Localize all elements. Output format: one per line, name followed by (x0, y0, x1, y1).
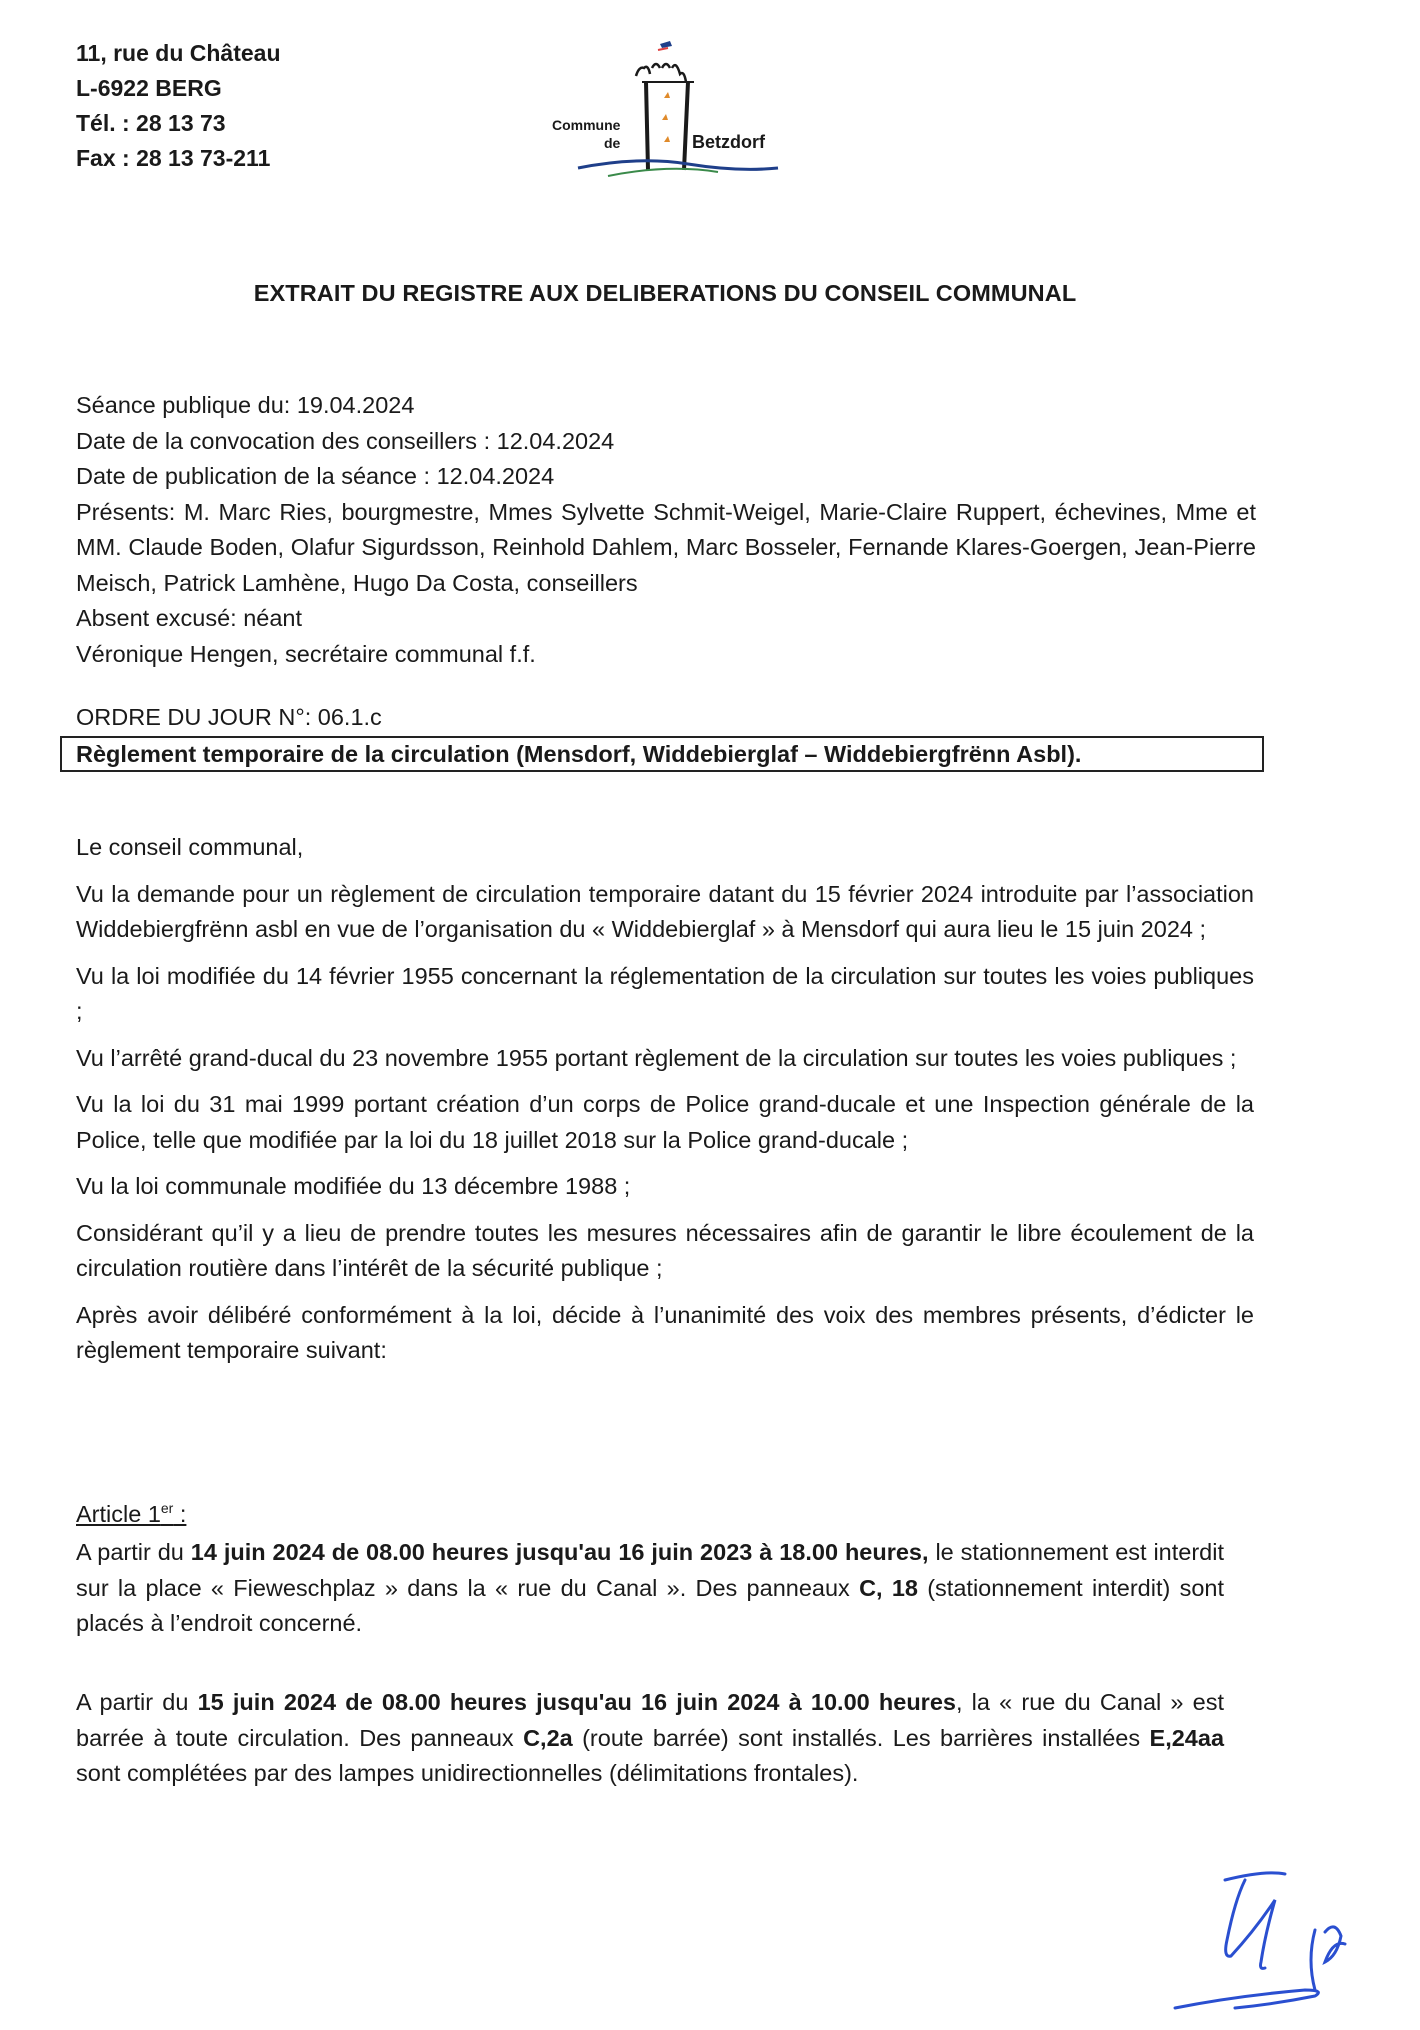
address-line: 11, rue du Château (76, 40, 281, 66)
attendees: Présents: M. Marc Ries, bourgmestre, Mmes Sylvette Schmit-Weigel, Marie-Claire Ruppert, échevines, Mme et MM. Claude Boden, Olafur Sigurdsson, Reinhold Dahlem, Marc Bosseler, Fernande Klares-Goergen, Jean-Pierre Meisch, Patrick Lamhène, Hugo Da Costa, conseillers (76, 498, 1256, 596)
address-line: Fax : 28 13 73-211 (76, 145, 271, 171)
recital-paragraph: Après avoir délibéré conformément à la loi, décide à l’unanimité des voix des membres présents, d’édicter le règlement temporaire suivant: (76, 1301, 1254, 1363)
opening-line: Le conseil communal, (76, 834, 304, 860)
commune-logo (548, 38, 788, 188)
text-run: sont complétées par des lampes unidirectionnelles (délimitations frontales). (76, 1760, 859, 1786)
text-run: A partir du (76, 1539, 191, 1565)
article-title-suffix: : (173, 1500, 187, 1527)
article-paragraph-1 (76, 1535, 1224, 1642)
text-run: (stationnement interdit) sont placés à l’endroit concerné. (76, 1574, 1224, 1636)
address-line: L-6922 BERG (76, 75, 222, 101)
recital-paragraph: Vu la loi communale modifiée du 13 décembre 1988 ; (76, 1173, 631, 1199)
recital-paragraph: Considérant qu’il y a lieu de prendre toutes les mesures nécessaires afin de garantir le libre écoulement de la circulation routière dans l’intérêt de la sécurité publique ; (76, 1219, 1254, 1281)
text-run: , la « rue du Canal » est barrée à toute circulation. Des panneaux (76, 1689, 1224, 1751)
bold-run: 14 juin 2024 de 08.00 heures jusqu'au 16 juin 2023 à 18.00 heures, (190, 1539, 929, 1565)
article-title-text: Article 1 (76, 1500, 161, 1527)
deliberation-body (76, 830, 1254, 1380)
bold-run: 15 juin 2024 de 08.00 heures jusqu'au 16 juin 2024 à 10.00 heures (197, 1689, 956, 1715)
secretary: Véronique Hengen, secrétaire communal f.f. (76, 640, 536, 667)
session-info (76, 388, 1256, 672)
logo-text-betzdorf: Betzdorf (692, 132, 765, 152)
address-line: Tél. : 28 13 73 (76, 110, 226, 136)
session-date: Séance publique du: 19.04.2024 (76, 392, 415, 418)
text-run: (route barrée) sont installés. Les barrières installées (572, 1724, 1150, 1751)
publication-date: Date de publication de la séance : 12.04.2024 (76, 463, 555, 489)
logo-text-de: de (604, 135, 621, 151)
convocation-date: Date de la convocation des conseillers : 12.04.2024 (76, 427, 615, 454)
text-run: le stationnement est interdit sur la place « Fieweschplaz » dans la « rue du Canal ». Des panneaux (76, 1539, 1224, 1601)
bold-run: C, 18 (859, 1574, 918, 1601)
recital-paragraph: Vu la loi du 31 mai 1999 portant création d’un corps de Police grand-ducale et une Inspection générale de la Police, telle que modifiée par la loi du 18 juillet 2018 sur la Police grand-ducale ; (76, 1091, 1254, 1153)
recital-paragraph: Vu la loi modifiée du 14 février 1955 concernant la réglementation de la circulation sur toutes les voies publiques ; (76, 962, 1254, 1024)
recital-paragraph: Vu la demande pour un règlement de circulation temporaire datant du 15 février 2024 introduite par l’association Widdebiergfrënn asbl en vue de l’organisation du « Widdebierglaf » à Mensdorf qui aura lieu le 15 juin 2024 ; (76, 880, 1254, 942)
bold-run: C,2a (523, 1724, 573, 1751)
text-run: A partir du (76, 1689, 198, 1715)
sender-address (76, 36, 281, 176)
agenda-subject-box: Règlement temporaire de la circulation (Mensdorf, Widdebierglaf – Widdebiergfrënn Asbl). (60, 736, 1264, 772)
bold-run: E,24aa (1149, 1724, 1225, 1751)
article-title (76, 1500, 186, 1528)
article-title-sup: er (160, 1500, 174, 1516)
recital-paragraph: Vu l’arrêté grand-ducal du 23 novembre 1955 portant règlement de la circulation sur toutes les voies publiques ; (76, 1044, 1237, 1071)
agenda-number: ORDRE DU JOUR N°: 06.1.c (76, 704, 382, 730)
document-title: EXTRAIT DU REGISTRE AUX DELIBERATIONS DU CONSEIL COMMUNAL (253, 280, 1077, 306)
absentees: Absent excusé: néant (76, 605, 303, 631)
article-paragraph-2 (76, 1685, 1224, 1792)
logo-text-commune: Commune (552, 117, 621, 133)
handwritten-signature (1165, 1840, 1405, 2020)
